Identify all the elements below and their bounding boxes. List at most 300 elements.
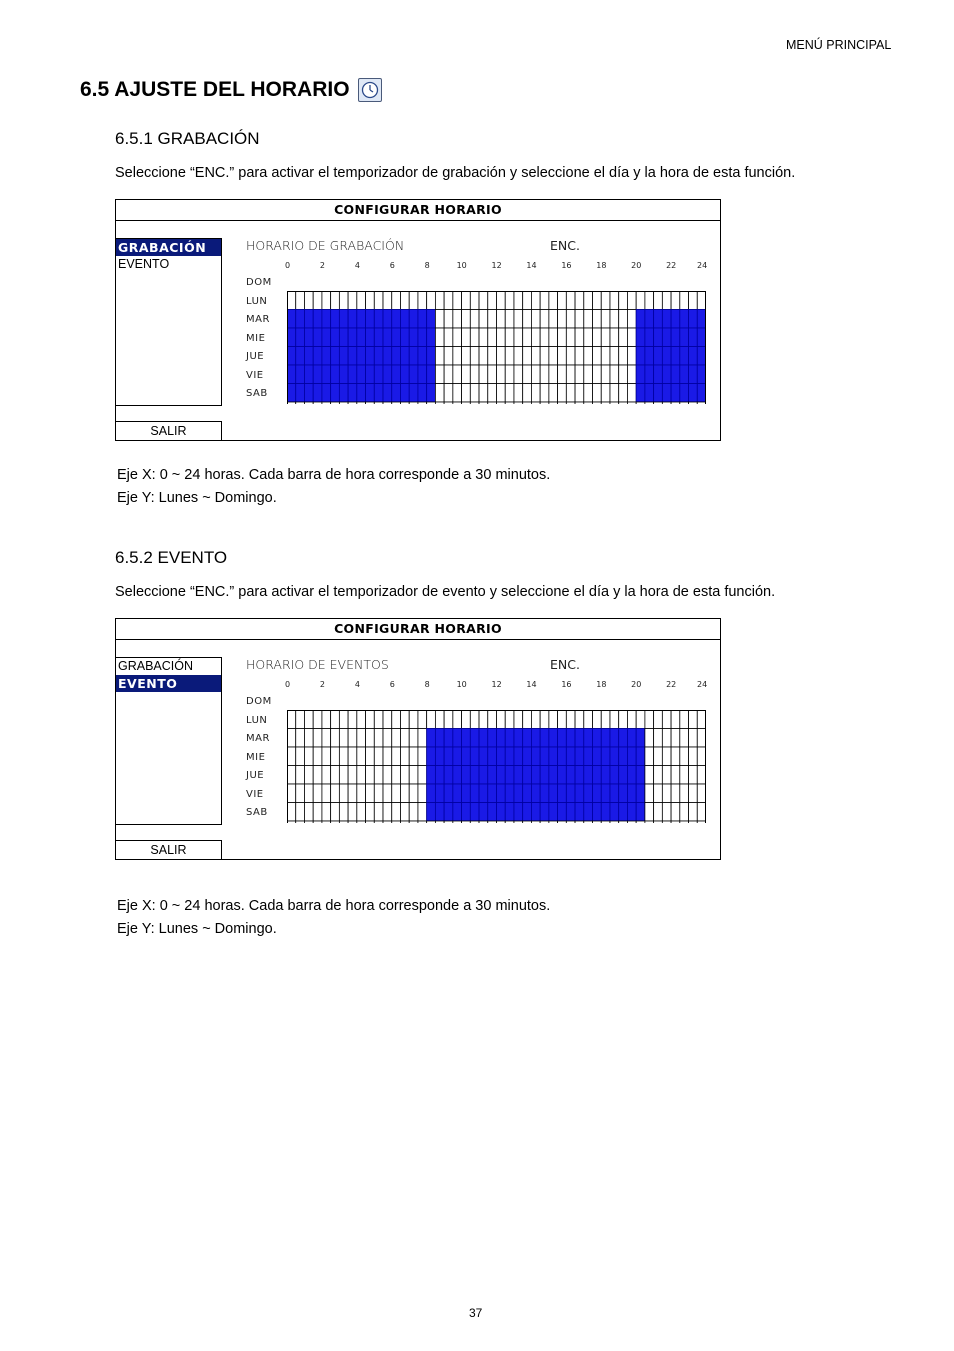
schedule-cell-off[interactable]: [654, 747, 663, 766]
schedule-cell-off[interactable]: [470, 347, 479, 366]
schedule-cell-off[interactable]: [662, 766, 671, 785]
schedule-cell-off[interactable]: [383, 729, 392, 748]
schedule-cell-on[interactable]: [357, 328, 366, 347]
schedule-cell-off[interactable]: [671, 710, 680, 729]
schedule-cell-off[interactable]: [645, 729, 654, 748]
schedule-cell-on[interactable]: [697, 310, 706, 329]
schedule-grid[interactable]: [287, 291, 706, 404]
schedule-cell-off[interactable]: [540, 347, 549, 366]
schedule-cell-off[interactable]: [339, 291, 348, 310]
schedule-cell-on[interactable]: [654, 384, 663, 403]
schedule-cell-off[interactable]: [540, 402, 549, 404]
schedule-cell-on[interactable]: [566, 729, 575, 748]
schedule-cell-on[interactable]: [680, 347, 689, 366]
schedule-cell-on[interactable]: [374, 310, 383, 329]
schedule-cell-off[interactable]: [627, 291, 636, 310]
schedule-cell-on[interactable]: [523, 747, 532, 766]
schedule-cell-off[interactable]: [610, 310, 619, 329]
schedule-cell-off[interactable]: [383, 766, 392, 785]
schedule-cell-off[interactable]: [645, 747, 654, 766]
schedule-cell-off[interactable]: [505, 821, 514, 823]
schedule-cell-off[interactable]: [619, 710, 628, 729]
schedule-cell-off[interactable]: [497, 347, 506, 366]
schedule-cell-on[interactable]: [514, 729, 523, 748]
schedule-cell-on[interactable]: [304, 328, 313, 347]
schedule-cell-off[interactable]: [671, 784, 680, 803]
schedule-cell-off[interactable]: [488, 291, 497, 310]
schedule-cell-off[interactable]: [374, 402, 383, 404]
schedule-cell-on[interactable]: [374, 328, 383, 347]
schedule-cell-on[interactable]: [470, 803, 479, 822]
schedule-cell-on[interactable]: [531, 803, 540, 822]
schedule-cell-on[interactable]: [636, 310, 645, 329]
schedule-cell-on[interactable]: [339, 384, 348, 403]
schedule-cell-off[interactable]: [671, 729, 680, 748]
schedule-cell-off[interactable]: [409, 747, 418, 766]
schedule-cell-on[interactable]: [488, 729, 497, 748]
schedule-cell-on[interactable]: [470, 784, 479, 803]
schedule-cell-off[interactable]: [400, 803, 409, 822]
schedule-cell-off[interactable]: [287, 766, 296, 785]
schedule-cell-off[interactable]: [497, 384, 506, 403]
schedule-cell-off[interactable]: [470, 402, 479, 404]
schedule-cell-on[interactable]: [636, 784, 645, 803]
schedule-cell-on[interactable]: [444, 729, 453, 748]
schedule-cell-on[interactable]: [339, 310, 348, 329]
schedule-cell-on[interactable]: [593, 803, 602, 822]
schedule-cell-on[interactable]: [296, 310, 305, 329]
schedule-cell-on[interactable]: [435, 729, 444, 748]
schedule-cell-on[interactable]: [427, 310, 436, 329]
schedule-cell-on[interactable]: [697, 328, 706, 347]
schedule-cell-off[interactable]: [575, 347, 584, 366]
schedule-cell-off[interactable]: [366, 710, 375, 729]
schedule-cell-on[interactable]: [331, 310, 340, 329]
schedule-cell-off[interactable]: [549, 310, 558, 329]
schedule-cell-off[interactable]: [400, 291, 409, 310]
schedule-cell-off[interactable]: [453, 347, 462, 366]
schedule-cell-on[interactable]: [549, 784, 558, 803]
schedule-cell-off[interactable]: [453, 384, 462, 403]
schedule-cell-on[interactable]: [697, 365, 706, 384]
schedule-cell-off[interactable]: [558, 384, 567, 403]
schedule-cell-off[interactable]: [348, 766, 357, 785]
schedule-cell-off[interactable]: [462, 347, 471, 366]
schedule-cell-on[interactable]: [418, 365, 427, 384]
schedule-cell-off[interactable]: [671, 402, 680, 404]
schedule-cell-on[interactable]: [409, 384, 418, 403]
schedule-cell-off[interactable]: [593, 347, 602, 366]
schedule-cell-on[interactable]: [575, 729, 584, 748]
exit-button[interactable]: SALIR: [116, 840, 222, 859]
schedule-cell-off[interactable]: [479, 347, 488, 366]
schedule-cell-off[interactable]: [392, 803, 401, 822]
schedule-cell-off[interactable]: [488, 328, 497, 347]
schedule-cell-on[interactable]: [435, 784, 444, 803]
schedule-cell-on[interactable]: [322, 328, 331, 347]
schedule-cell-off[interactable]: [584, 291, 593, 310]
schedule-cell-off[interactable]: [514, 310, 523, 329]
schedule-cell-off[interactable]: [366, 821, 375, 823]
schedule-cell-on[interactable]: [462, 729, 471, 748]
schedule-cell-off[interactable]: [339, 766, 348, 785]
schedule-cell-off[interactable]: [680, 766, 689, 785]
schedule-cell-off[interactable]: [549, 291, 558, 310]
schedule-cell-off[interactable]: [488, 347, 497, 366]
schedule-cell-off[interactable]: [435, 365, 444, 384]
schedule-cell-on[interactable]: [514, 803, 523, 822]
schedule-cell-on[interactable]: [636, 347, 645, 366]
schedule-cell-on[interactable]: [453, 766, 462, 785]
schedule-cell-off[interactable]: [601, 402, 610, 404]
schedule-cell-off[interactable]: [514, 328, 523, 347]
schedule-cell-off[interactable]: [392, 402, 401, 404]
schedule-cell-on[interactable]: [488, 803, 497, 822]
schedule-cell-off[interactable]: [462, 365, 471, 384]
schedule-cell-on[interactable]: [453, 747, 462, 766]
schedule-cell-off[interactable]: [357, 747, 366, 766]
schedule-cell-on[interactable]: [680, 365, 689, 384]
schedule-cell-off[interactable]: [488, 310, 497, 329]
schedule-cell-on[interactable]: [540, 803, 549, 822]
schedule-cell-off[interactable]: [697, 291, 706, 310]
schedule-cell-on[interactable]: [540, 747, 549, 766]
schedule-cell-off[interactable]: [331, 291, 340, 310]
schedule-cell-off[interactable]: [601, 310, 610, 329]
schedule-cell-off[interactable]: [549, 821, 558, 823]
schedule-cell-on[interactable]: [479, 747, 488, 766]
schedule-cell-off[interactable]: [523, 365, 532, 384]
schedule-cell-off[interactable]: [671, 747, 680, 766]
schedule-cell-on[interactable]: [689, 384, 698, 403]
schedule-cell-off[interactable]: [313, 766, 322, 785]
schedule-cell-off[interactable]: [497, 710, 506, 729]
schedule-cell-on[interactable]: [374, 347, 383, 366]
schedule-cell-off[interactable]: [584, 402, 593, 404]
schedule-cell-on[interactable]: [366, 310, 375, 329]
schedule-cell-off[interactable]: [479, 384, 488, 403]
schedule-cell-off[interactable]: [418, 803, 427, 822]
schedule-cell-off[interactable]: [584, 310, 593, 329]
schedule-cell-on[interactable]: [313, 328, 322, 347]
schedule-cell-off[interactable]: [540, 310, 549, 329]
schedule-cell-on[interactable]: [505, 803, 514, 822]
schedule-cell-on[interactable]: [593, 784, 602, 803]
schedule-cell-on[interactable]: [331, 347, 340, 366]
schedule-cell-on[interactable]: [636, 729, 645, 748]
schedule-cell-off[interactable]: [610, 821, 619, 823]
schedule-cell-off[interactable]: [523, 291, 532, 310]
schedule-cell-on[interactable]: [488, 766, 497, 785]
schedule-cell-on[interactable]: [383, 384, 392, 403]
schedule-cell-off[interactable]: [331, 821, 340, 823]
schedule-cell-off[interactable]: [392, 747, 401, 766]
schedule-cell-on[interactable]: [322, 384, 331, 403]
schedule-cell-off[interactable]: [619, 365, 628, 384]
schedule-cell-off[interactable]: [348, 710, 357, 729]
schedule-cell-off[interactable]: [304, 766, 313, 785]
schedule-cell-off[interactable]: [462, 291, 471, 310]
schedule-cell-off[interactable]: [392, 784, 401, 803]
schedule-cell-off[interactable]: [488, 402, 497, 404]
schedule-cell-on[interactable]: [444, 766, 453, 785]
schedule-cell-off[interactable]: [680, 710, 689, 729]
schedule-cell-off[interactable]: [523, 402, 532, 404]
schedule-cell-off[interactable]: [357, 291, 366, 310]
schedule-cell-off[interactable]: [636, 821, 645, 823]
schedule-cell-on[interactable]: [444, 803, 453, 822]
schedule-cell-off[interactable]: [610, 291, 619, 310]
schedule-cell-on[interactable]: [619, 766, 628, 785]
schedule-cell-off[interactable]: [505, 384, 514, 403]
schedule-cell-on[interactable]: [453, 803, 462, 822]
schedule-cell-off[interactable]: [383, 710, 392, 729]
schedule-cell-off[interactable]: [593, 710, 602, 729]
status-toggle[interactable]: ENC.: [550, 657, 580, 672]
schedule-cell-off[interactable]: [348, 821, 357, 823]
menu-item-grabacion[interactable]: GRABACIÓN: [116, 239, 221, 256]
schedule-cell-on[interactable]: [322, 365, 331, 384]
schedule-cell-on[interactable]: [418, 347, 427, 366]
schedule-cell-off[interactable]: [505, 402, 514, 404]
schedule-cell-off[interactable]: [540, 365, 549, 384]
schedule-cell-on[interactable]: [662, 384, 671, 403]
schedule-cell-on[interactable]: [348, 310, 357, 329]
schedule-cell-on[interactable]: [627, 803, 636, 822]
schedule-cell-on[interactable]: [689, 310, 698, 329]
schedule-cell-off[interactable]: [584, 384, 593, 403]
schedule-cell-on[interactable]: [287, 310, 296, 329]
schedule-cell-off[interactable]: [575, 291, 584, 310]
schedule-cell-off[interactable]: [514, 402, 523, 404]
schedule-cell-off[interactable]: [662, 402, 671, 404]
schedule-cell-on[interactable]: [523, 766, 532, 785]
schedule-cell-off[interactable]: [540, 710, 549, 729]
schedule-cell-off[interactable]: [383, 747, 392, 766]
schedule-cell-on[interactable]: [304, 384, 313, 403]
schedule-cell-off[interactable]: [418, 784, 427, 803]
schedule-cell-off[interactable]: [645, 821, 654, 823]
schedule-cell-on[interactable]: [680, 328, 689, 347]
schedule-cell-on[interactable]: [671, 384, 680, 403]
schedule-cell-off[interactable]: [636, 291, 645, 310]
schedule-cell-off[interactable]: [566, 402, 575, 404]
schedule-cell-off[interactable]: [444, 347, 453, 366]
schedule-cell-on[interactable]: [383, 347, 392, 366]
schedule-cell-on[interactable]: [392, 347, 401, 366]
schedule-cell-on[interactable]: [313, 347, 322, 366]
schedule-cell-off[interactable]: [671, 821, 680, 823]
schedule-cell-off[interactable]: [558, 365, 567, 384]
schedule-cell-off[interactable]: [479, 710, 488, 729]
schedule-cell-off[interactable]: [505, 310, 514, 329]
schedule-cell-off[interactable]: [566, 384, 575, 403]
schedule-cell-off[interactable]: [435, 710, 444, 729]
schedule-cell-off[interactable]: [531, 821, 540, 823]
schedule-cell-off[interactable]: [558, 347, 567, 366]
schedule-cell-off[interactable]: [558, 710, 567, 729]
schedule-cell-off[interactable]: [435, 291, 444, 310]
schedule-cell-off[interactable]: [575, 365, 584, 384]
schedule-cell-on[interactable]: [601, 766, 610, 785]
schedule-cell-on[interactable]: [531, 747, 540, 766]
schedule-cell-on[interactable]: [558, 784, 567, 803]
schedule-cell-off[interactable]: [505, 347, 514, 366]
schedule-cell-on[interactable]: [627, 747, 636, 766]
schedule-cell-off[interactable]: [697, 747, 706, 766]
schedule-cell-off[interactable]: [400, 821, 409, 823]
schedule-cell-off[interactable]: [348, 291, 357, 310]
schedule-cell-off[interactable]: [366, 402, 375, 404]
schedule-cell-off[interactable]: [540, 384, 549, 403]
schedule-cell-off[interactable]: [409, 821, 418, 823]
schedule-cell-on[interactable]: [584, 803, 593, 822]
menu-item-evento[interactable]: EVENTO: [118, 257, 170, 271]
schedule-cell-off[interactable]: [584, 710, 593, 729]
schedule-cell-off[interactable]: [296, 803, 305, 822]
schedule-cell-off[interactable]: [531, 384, 540, 403]
schedule-cell-on[interactable]: [497, 784, 506, 803]
schedule-cell-off[interactable]: [357, 803, 366, 822]
schedule-cell-on[interactable]: [296, 347, 305, 366]
schedule-cell-on[interactable]: [427, 328, 436, 347]
schedule-cell-off[interactable]: [383, 821, 392, 823]
schedule-cell-off[interactable]: [418, 766, 427, 785]
schedule-cell-on[interactable]: [654, 328, 663, 347]
schedule-cell-off[interactable]: [497, 310, 506, 329]
schedule-cell-off[interactable]: [453, 310, 462, 329]
schedule-cell-off[interactable]: [505, 291, 514, 310]
schedule-cell-on[interactable]: [304, 347, 313, 366]
schedule-cell-on[interactable]: [549, 747, 558, 766]
schedule-cell-off[interactable]: [366, 784, 375, 803]
schedule-cell-off[interactable]: [304, 710, 313, 729]
schedule-cell-on[interactable]: [645, 328, 654, 347]
schedule-cell-off[interactable]: [366, 291, 375, 310]
schedule-cell-off[interactable]: [531, 402, 540, 404]
schedule-cell-off[interactable]: [497, 821, 506, 823]
schedule-cell-off[interactable]: [322, 729, 331, 748]
schedule-cell-off[interactable]: [427, 291, 436, 310]
schedule-cell-off[interactable]: [593, 310, 602, 329]
schedule-cell-on[interactable]: [549, 766, 558, 785]
schedule-cell-off[interactable]: [575, 310, 584, 329]
schedule-cell-off[interactable]: [453, 402, 462, 404]
schedule-grid[interactable]: [287, 710, 706, 823]
schedule-cell-on[interactable]: [427, 365, 436, 384]
schedule-cell-off[interactable]: [366, 766, 375, 785]
schedule-cell-off[interactable]: [296, 784, 305, 803]
schedule-cell-off[interactable]: [654, 729, 663, 748]
schedule-cell-off[interactable]: [313, 747, 322, 766]
schedule-cell-on[interactable]: [444, 747, 453, 766]
schedule-cell-on[interactable]: [662, 347, 671, 366]
status-toggle[interactable]: ENC.: [550, 238, 580, 253]
schedule-cell-off[interactable]: [610, 328, 619, 347]
schedule-cell-off[interactable]: [671, 291, 680, 310]
schedule-cell-off[interactable]: [322, 402, 331, 404]
schedule-cell-off[interactable]: [296, 402, 305, 404]
schedule-cell-off[interactable]: [566, 821, 575, 823]
schedule-cell-off[interactable]: [470, 710, 479, 729]
schedule-cell-off[interactable]: [627, 402, 636, 404]
schedule-cell-off[interactable]: [654, 402, 663, 404]
schedule-cell-off[interactable]: [400, 747, 409, 766]
schedule-cell-off[interactable]: [662, 729, 671, 748]
schedule-cell-off[interactable]: [514, 821, 523, 823]
schedule-cell-on[interactable]: [357, 347, 366, 366]
schedule-cell-off[interactable]: [374, 729, 383, 748]
schedule-cell-on[interactable]: [287, 328, 296, 347]
schedule-cell-off[interactable]: [662, 710, 671, 729]
schedule-cell-on[interactable]: [523, 784, 532, 803]
menu-item-evento[interactable]: EVENTO: [116, 675, 221, 692]
schedule-cell-on[interactable]: [453, 729, 462, 748]
schedule-cell-off[interactable]: [689, 291, 698, 310]
schedule-cell-off[interactable]: [357, 784, 366, 803]
schedule-cell-on[interactable]: [671, 365, 680, 384]
schedule-cell-off[interactable]: [427, 402, 436, 404]
schedule-cell-on[interactable]: [601, 784, 610, 803]
schedule-cell-on[interactable]: [331, 328, 340, 347]
schedule-cell-off[interactable]: [575, 384, 584, 403]
schedule-cell-off[interactable]: [427, 710, 436, 729]
schedule-cell-off[interactable]: [689, 710, 698, 729]
schedule-cell-off[interactable]: [514, 291, 523, 310]
schedule-cell-on[interactable]: [400, 328, 409, 347]
schedule-cell-off[interactable]: [514, 347, 523, 366]
schedule-cell-on[interactable]: [645, 310, 654, 329]
schedule-cell-on[interactable]: [636, 328, 645, 347]
schedule-cell-off[interactable]: [296, 291, 305, 310]
schedule-cell-off[interactable]: [374, 291, 383, 310]
schedule-cell-off[interactable]: [296, 729, 305, 748]
schedule-cell-off[interactable]: [427, 821, 436, 823]
schedule-cell-on[interactable]: [488, 747, 497, 766]
schedule-cell-off[interactable]: [549, 347, 558, 366]
schedule-cell-off[interactable]: [523, 821, 532, 823]
schedule-cell-off[interactable]: [444, 710, 453, 729]
schedule-cell-off[interactable]: [601, 365, 610, 384]
schedule-cell-on[interactable]: [313, 384, 322, 403]
schedule-cell-off[interactable]: [593, 384, 602, 403]
schedule-cell-off[interactable]: [662, 803, 671, 822]
schedule-cell-on[interactable]: [497, 729, 506, 748]
schedule-cell-on[interactable]: [610, 784, 619, 803]
schedule-cell-off[interactable]: [680, 784, 689, 803]
schedule-cell-off[interactable]: [357, 729, 366, 748]
schedule-cell-off[interactable]: [488, 365, 497, 384]
schedule-cell-off[interactable]: [383, 402, 392, 404]
schedule-cell-off[interactable]: [531, 328, 540, 347]
schedule-cell-on[interactable]: [462, 803, 471, 822]
schedule-cell-on[interactable]: [313, 310, 322, 329]
schedule-cell-off[interactable]: [462, 710, 471, 729]
schedule-cell-off[interactable]: [453, 365, 462, 384]
schedule-cell-on[interactable]: [671, 347, 680, 366]
schedule-cell-off[interactable]: [374, 803, 383, 822]
schedule-cell-on[interactable]: [383, 365, 392, 384]
schedule-cell-off[interactable]: [531, 310, 540, 329]
schedule-cell-off[interactable]: [627, 347, 636, 366]
schedule-cell-on[interactable]: [366, 365, 375, 384]
schedule-cell-on[interactable]: [374, 365, 383, 384]
schedule-cell-on[interactable]: [427, 803, 436, 822]
schedule-cell-on[interactable]: [357, 310, 366, 329]
schedule-cell-off[interactable]: [435, 402, 444, 404]
schedule-cell-off[interactable]: [348, 729, 357, 748]
schedule-cell-off[interactable]: [689, 747, 698, 766]
